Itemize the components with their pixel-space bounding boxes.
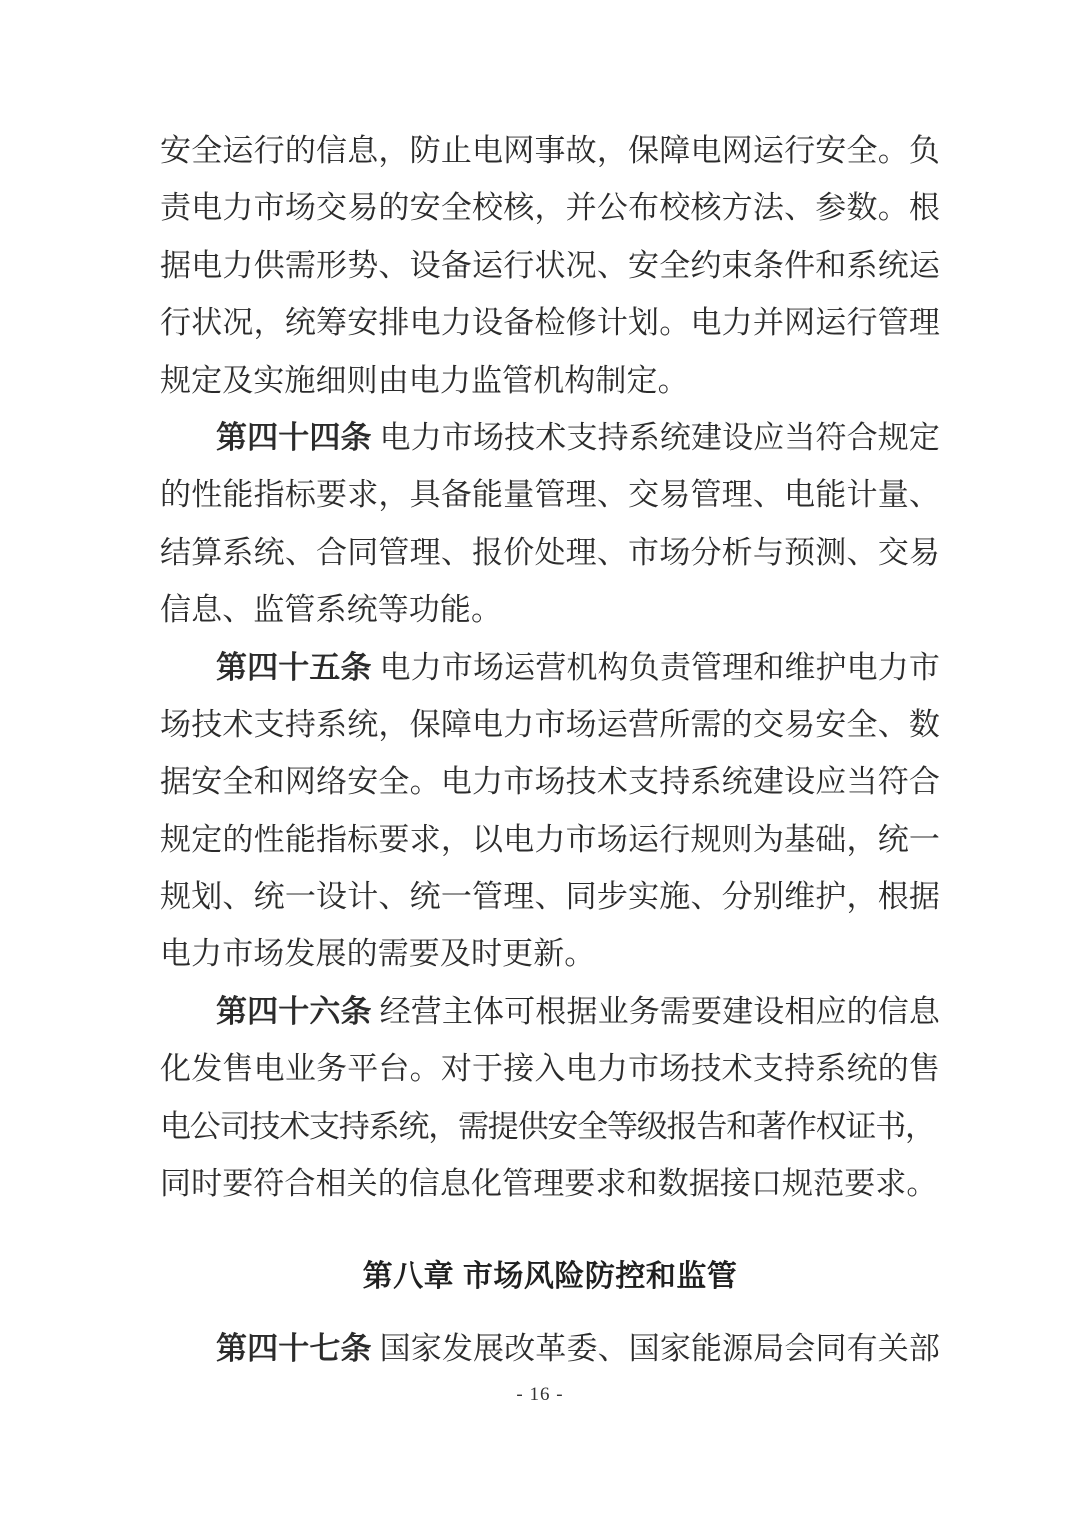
article-number: 第四十六条 [216,993,372,1029]
article-number: 第四十四条 [216,419,372,455]
text-line: 责电力市场交易的安全校核，并公布校核方法、参数。根 [160,190,940,226]
text-line: 的性能指标要求，具备能量管理、交易管理、电能计量、 [160,477,940,513]
text-line: 同时要符合相关的信息化管理要求和数据接口规范要求。 [160,1166,938,1202]
document-body [160,122,940,1378]
text-line: 化发售电业务平台。对于接入电力市场技术支持系统的售 [160,1051,940,1087]
text-line: 规划、统一设计、统一管理、同步实施、分别维护，根据 [160,879,940,915]
article-lead-line: 第四十五条 电力市场运营机构负责管理和维护电力市 [216,649,940,685]
article-lead-line: 第四十七条 国家发展改革委、国家能源局会同有关部 [216,1331,940,1367]
text-line: 据电力供需形势、设备运行状况、安全约束条件和系统运 [160,247,940,283]
text-line: 规定的性能指标要求，以电力市场运行规则为基础，统一 [160,821,940,857]
text-line: 电公司技术支持系统，需提供安全等级报告和著作权证书， [160,1108,935,1144]
text-line: 信息、监管系统等功能。 [160,592,503,628]
body-text-block [160,122,940,1212]
article-lead-line: 第四十四条 电力市场技术支持系统建设应当符合规定 [216,419,940,455]
text-line: 场技术支持系统，保障电力市场运营所需的交易安全、数 [160,706,940,742]
article-number: 第四十五条 [216,649,372,685]
article-lead-line: 第四十六条 经营主体可根据业务需要建设相应的信息 [216,993,940,1029]
article-number: 第四十七条 [216,1331,372,1367]
chapter-heading: 第八章 市场风险防控和监管 [362,1260,738,1294]
text-line: 电力市场发展的需要及时更新。 [160,936,596,972]
text-line: 规定及实施细则由电力监管机构制定。 [160,362,689,398]
text-line: 结算系统、合同管理、报价处理、市场分析与预测、交易 [160,534,940,570]
text-line: 据安全和网络安全。电力市场技术支持系统建设应当符合 [160,764,940,800]
page-number: - 16 - [516,1384,564,1405]
text-line: 行状况，统筹安排电力设备检修计划。电力并网运行管理 [160,305,940,341]
text-line: 安全运行的信息，防止电网事故，保障电网运行安全。负 [160,133,940,168]
body-text-block-after-heading [160,1320,940,1377]
